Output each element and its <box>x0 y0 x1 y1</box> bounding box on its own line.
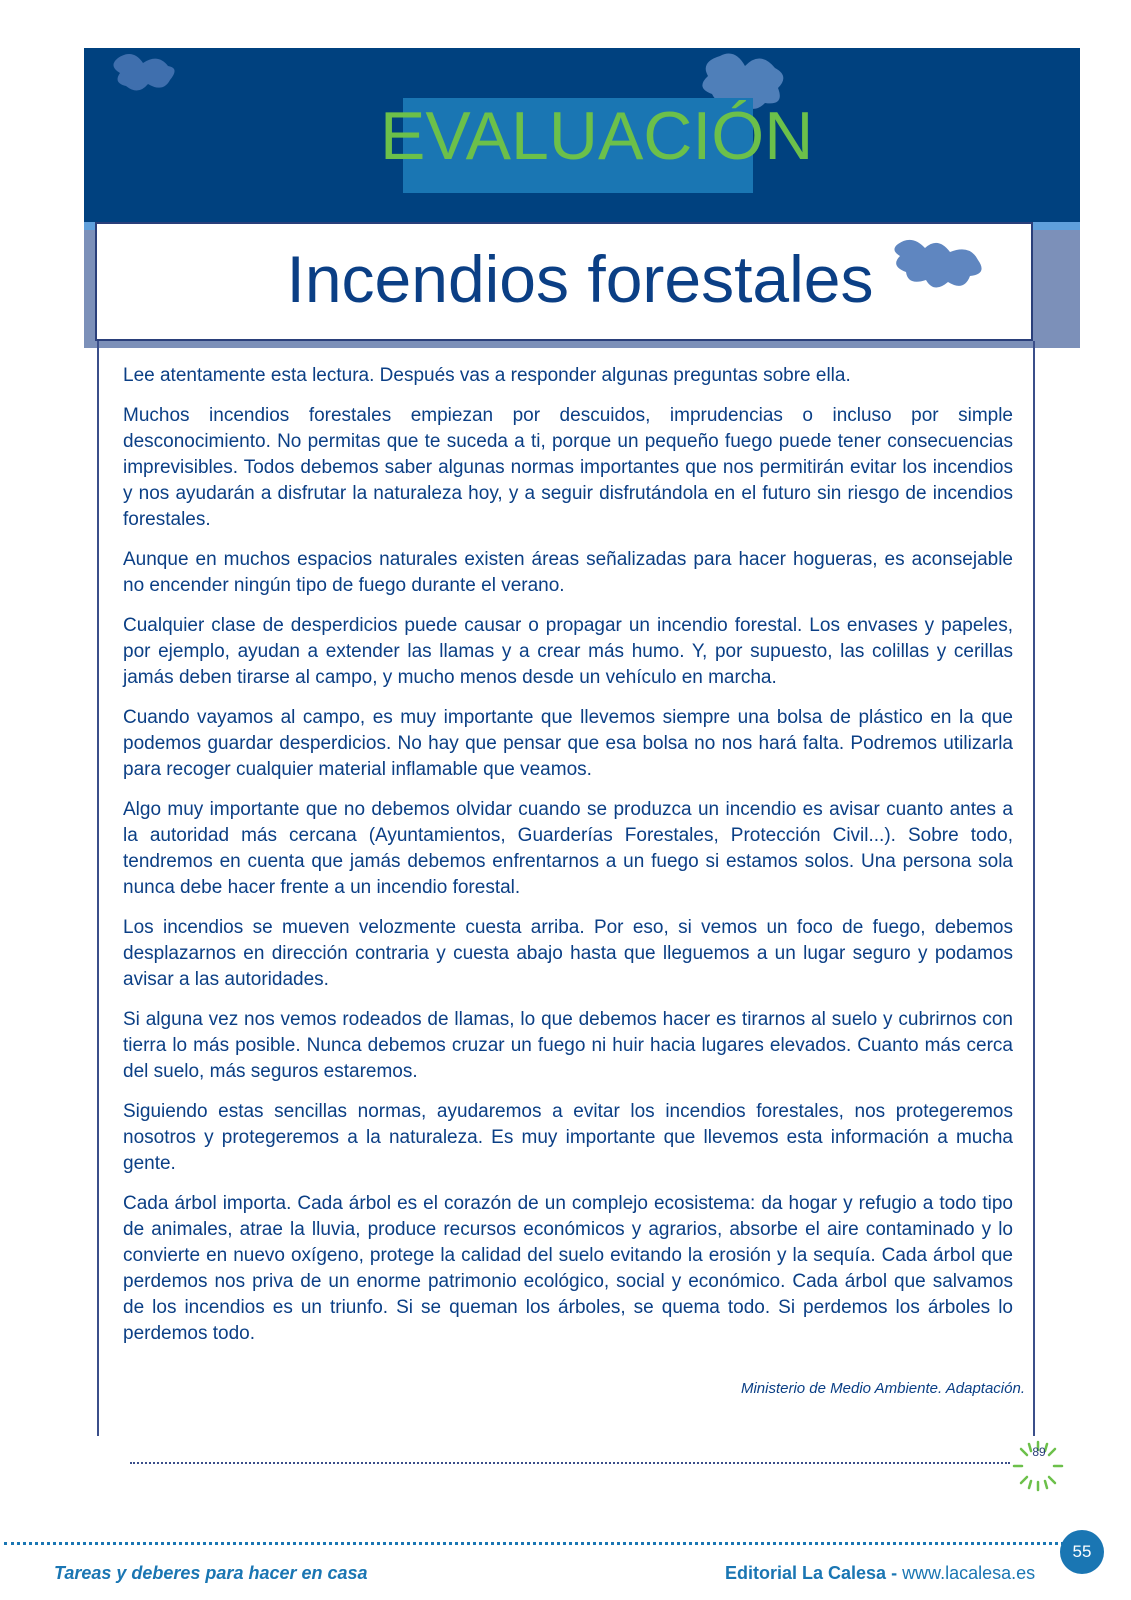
paragraph: Si alguna vez nos vemos rodeados de llamas, lo que debemos hacer es tirarnos al suelo y cubrirnos con tierra lo más posible. Nunca debemos cruzar un fuego ni huir hacia lugares elevados. Cuanto más cerca del suelo, más seguros estaremos. <box>123 1009 1013 1082</box>
paragraph: Los incendios se mueven velozmente cuesta arriba. Por eso, si vemos un foco de fuego, debemos desplazarnos en dirección contraria y cuesta abajo hasta que lleguemos a un lugar seguro y podamos avisar a las autoridades. <box>123 917 1013 990</box>
footer-divider <box>4 1542 1064 1545</box>
paragraph: Cada árbol importa. Cada árbol es el corazón de un complejo ecosistema: da hogar y refugio a todo tipo de animales, atrae la lluvia, produce recursos económicos y agrarios, absorbe el aire contaminado y lo convierte en nuevo oxígeno, protege la calidad del suelo evitando la erosión y la sequía. Cada árbol que perdemos nos priva de un enorme patrimonio ecológico, social y económico. Cada árbol que salvamos de los incendios es un triunfo. Si se queman los árboles, se quema todo. Si perdemos los árboles lo perdemos todo. <box>123 1193 1013 1344</box>
website-link[interactable]: www.lacalesa.es <box>902 1563 1036 1583</box>
paragraph: Cualquier clase de desperdicios puede causar o propagar un incendio forestal. Los envases y papeles, por ejemplo, ayudan a extender las llamas y a crear más humo. Y, por supuesto, las colillas y cerillas jamás deben tirarse al campo, y mucho menos desde un vehículo en marcha. <box>123 615 1013 688</box>
publisher-name: Editorial La Calesa <box>725 1563 887 1583</box>
splat-decoration-icon <box>890 232 990 296</box>
section-label: EVALUACIÓN <box>380 98 814 174</box>
paragraph: Algo muy importante que no debemos olvidar cuando se produzca un incendio es avisar cuanto antes a la autoridad más cercana (Ayuntamientos, Guarderías Forestales, Protección Civil...). Sobre todo, tendremos en cuenta que jamás debemos enfrentarnos a un fuego si estamos solos. Una persona sola nunca debe hacer frente a un incendio forestal. <box>123 799 1013 898</box>
source-credit: Ministerio de Medio Ambiente. Adaptación. <box>740 1380 1025 1397</box>
footer-publisher <box>725 1563 1035 1584</box>
paragraph: Muchos incendios forestales empiezan por descuidos, imprudencias o incluso por simple desconocimiento. No permitas que te suceda a ti, porque un pequeño fuego puede tener consecuencias imprevisibles. Todos debemos saber algunas normas importantes que nos permitirán evitar los incendios y nos ayudarán a disfrutar la naturaleza hoy, y a seguir disfrutándola en el futuro sin riesgo de incendios forestales. <box>123 405 1013 530</box>
content-bottom-rule <box>130 1462 1010 1464</box>
splat-decoration-icon <box>108 48 188 98</box>
badge-number: 89 <box>1032 1445 1046 1459</box>
footer-separator: - <box>886 1563 903 1583</box>
paragraph: Aunque en muchos espacios naturales existen áreas señalizadas para hacer hogueras, es aconsejable no encender ningún tipo de fuego durante el verano. <box>123 549 1013 596</box>
reading-text <box>123 363 1013 1361</box>
footer-series-title: Tareas y deberes para hacer en casa <box>54 1563 368 1583</box>
paragraph: Siguiendo estas sencillas normas, ayudaremos a evitar los incendios forestales, nos protegeremos nosotros y protegeremos a la naturaleza. Es muy importante que llevemos esta información a mucha gente. <box>123 1101 1013 1174</box>
page-title: Incendios forestales <box>286 242 874 316</box>
paragraph: Cuando vayamos al campo, es muy importante que llevemos siempre una bolsa de plástico en la que podemos guardar desperdicios. No hay que pensar que esa bolsa no nos hará falta. Podremos utilizarla para recoger cualquier material inflamable que veamos. <box>123 707 1013 780</box>
page-number: 55 <box>1060 1530 1104 1574</box>
paragraph: Lee atentamente esta lectura. Después vas a responder algunas preguntas sobre ella. <box>123 365 851 386</box>
